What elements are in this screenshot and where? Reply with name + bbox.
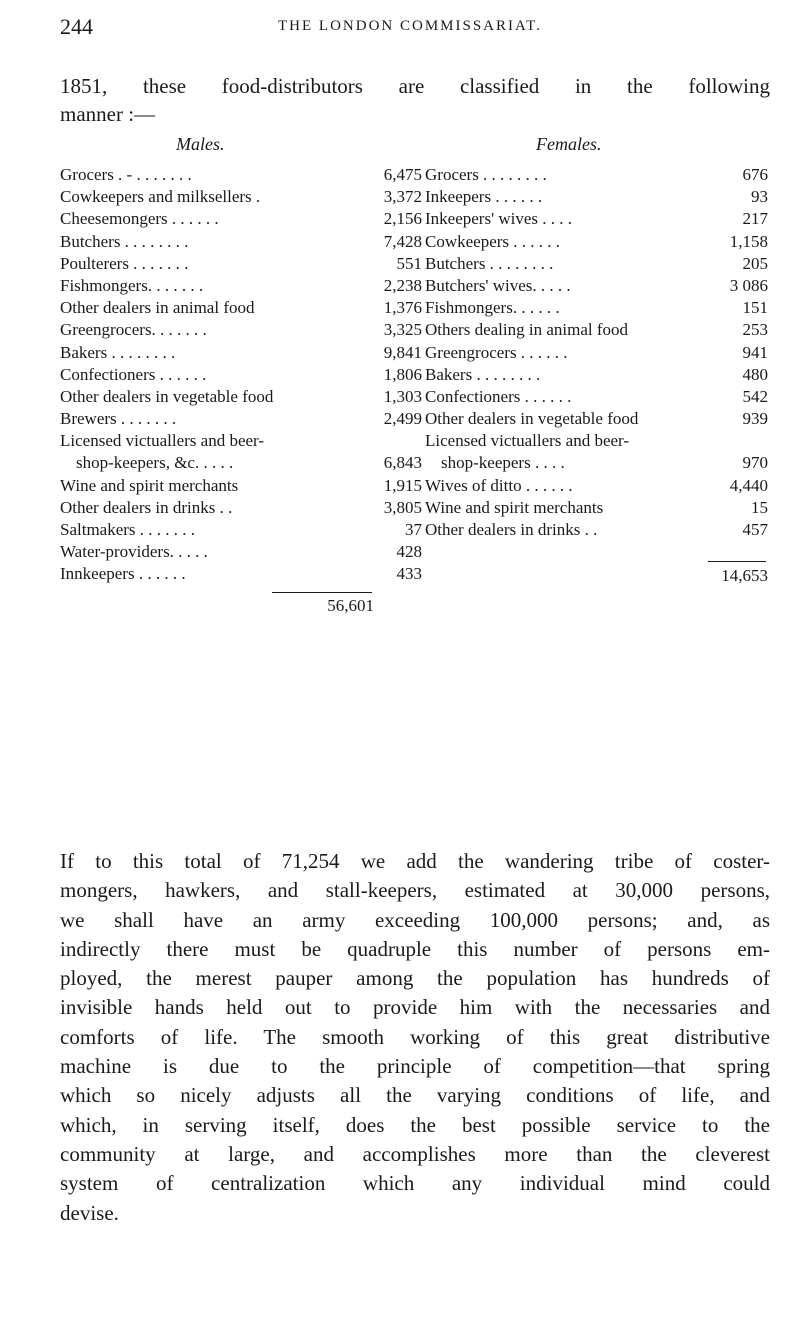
body-line: indirectly there must be quadruple this number of persons em- xyxy=(60,936,770,961)
females-table xyxy=(425,164,768,541)
males-row-value: 2,238 xyxy=(383,275,422,295)
females-row-value: 4,440 xyxy=(729,475,768,495)
females-row-label: Inkeepers' wives . . . . xyxy=(425,209,573,229)
females-row-value: 1,158 xyxy=(729,231,768,251)
females-row xyxy=(425,408,768,430)
females-row xyxy=(425,497,768,519)
females-row-value: 480 xyxy=(742,364,768,384)
males-row xyxy=(60,231,422,253)
males-row xyxy=(60,386,422,408)
females-row xyxy=(425,186,768,208)
males-row-value: 1,376 xyxy=(383,298,422,318)
males-row-label: Wine and spirit merchants xyxy=(60,475,239,495)
males-row xyxy=(60,164,422,186)
page-header xyxy=(60,14,760,44)
intro-line: 1851, these food-distributors are classified in the following xyxy=(60,74,770,98)
males-row-label: Innkeepers . . . . . . xyxy=(60,564,186,584)
males-total-rule xyxy=(272,592,372,593)
males-row-value: 1,806 xyxy=(383,364,422,384)
males-table xyxy=(60,164,422,586)
page-number: 244 xyxy=(60,14,93,39)
females-row-value: 205 xyxy=(742,253,768,273)
females-row-value: 217 xyxy=(742,209,768,229)
females-row xyxy=(425,319,768,341)
males-row-value: 1,915 xyxy=(383,475,422,495)
males-row-label: Grocers . - . . . . . . . xyxy=(60,165,192,184)
males-row-value: 1,303 xyxy=(383,386,422,406)
males-row-label: Bakers . . . . . . . . xyxy=(60,342,176,362)
males-row-label: Saltmakers . . . . . . . xyxy=(60,520,196,539)
body-line: which, in serving itself, does the best possible service to the xyxy=(60,1112,770,1137)
females-row xyxy=(425,164,768,186)
males-row-label: Other dealers in animal food xyxy=(60,298,255,318)
males-row xyxy=(60,519,422,541)
males-row-label: Greengrocers. . . . . . . xyxy=(60,320,207,340)
body-line: invisible hands held out to provide him with the necessaries and xyxy=(60,995,770,1020)
females-total-rule xyxy=(708,561,766,562)
males-row-label: shop-keepers, &c. . . . . xyxy=(76,453,234,473)
males-row-value: 3,372 xyxy=(383,187,422,207)
females-row-label: Confectioners . . . . . . xyxy=(425,386,572,406)
females-row-label: Butchers' wives. . . . . xyxy=(425,275,571,295)
females-row-label: shop-keepers . . . . xyxy=(441,453,565,473)
males-row-value: 3,805 xyxy=(383,497,422,517)
males-row-label: Cheesemongers . . . . . . xyxy=(60,209,219,229)
females-row-label: Bakers . . . . . . . . xyxy=(425,364,541,384)
males-row xyxy=(60,208,422,230)
males-row xyxy=(60,342,422,364)
body-line: which so nicely adjusts all the varying conditions of life, and xyxy=(60,1083,770,1108)
males-row-value: 2,499 xyxy=(383,409,422,429)
males-row xyxy=(60,452,422,474)
females-heading: Females. xyxy=(536,134,602,154)
males-row-label: Confectioners . . . . . . xyxy=(60,364,207,384)
males-row xyxy=(60,186,422,208)
body-paragraph xyxy=(60,847,770,1228)
females-row-value: 542 xyxy=(742,386,768,406)
females-row-value: 3 086 xyxy=(729,275,768,295)
body-line: community at large, and accomplishes more than the cleverest xyxy=(60,1141,770,1166)
males-row-value: 433 xyxy=(396,564,422,584)
males-row-value: 3,325 xyxy=(383,320,422,340)
males-row-label: Other dealers in vegetable food xyxy=(60,386,274,406)
males-row-label: Licensed victuallers and beer- xyxy=(60,431,265,451)
body-line: mongers, hawkers, and stall-keepers, estimated at 30,000 persons, xyxy=(60,878,770,903)
males-row xyxy=(60,297,422,319)
males-row xyxy=(60,430,422,452)
females-row-label: Inkeepers . . . . . . xyxy=(425,187,543,207)
females-row xyxy=(425,297,768,319)
males-row-value: 7,428 xyxy=(383,231,422,251)
males-row-label: Brewers . . . . . . . xyxy=(60,409,177,429)
females-row-value: 941 xyxy=(742,342,768,362)
males-row xyxy=(60,408,422,430)
body-line: If to this total of 71,254 we add the wandering tribe of coster- xyxy=(60,849,770,873)
females-row-value: 457 xyxy=(742,520,768,539)
males-row-value: 6,475 xyxy=(383,165,422,184)
females-row-label: Other dealers in vegetable food xyxy=(425,409,639,429)
body-line: system of centralization which any individual mind could xyxy=(60,1171,770,1196)
males-row-label: Other dealers in drinks . . xyxy=(60,497,233,517)
females-row-value: 676 xyxy=(742,165,768,184)
females-row xyxy=(425,342,768,364)
intro-paragraph xyxy=(60,72,770,128)
males-row xyxy=(60,364,422,386)
males-row-label: Poulterers . . . . . . . xyxy=(60,253,189,273)
intro-line: manner :— xyxy=(60,102,156,126)
females-row-label: Others dealing in animal food xyxy=(425,320,629,340)
males-total: 56,601 xyxy=(327,596,374,615)
males-row-value: 9,841 xyxy=(383,342,422,362)
females-row-value: 93 xyxy=(751,187,768,207)
males-row-value: 2,156 xyxy=(383,209,422,229)
males-row xyxy=(60,541,422,563)
females-row xyxy=(425,475,768,497)
males-row-value: 551 xyxy=(396,253,422,273)
males-row xyxy=(60,319,422,341)
males-row-label: Cowkeepers and milksellers . xyxy=(60,187,261,207)
males-heading: Males. xyxy=(176,134,225,154)
females-row-value: 939 xyxy=(742,409,768,429)
males-row-label: Water-providers. . . . . xyxy=(60,542,208,562)
females-row-label: Cowkeepers . . . . . . xyxy=(425,231,561,251)
females-row xyxy=(425,231,768,253)
females-row xyxy=(425,275,768,297)
females-row-label: Grocers . . . . . . . . xyxy=(425,165,547,184)
males-row-label: Fishmongers. . . . . . . xyxy=(60,275,204,295)
females-row xyxy=(425,519,768,541)
males-row xyxy=(60,475,422,497)
females-row-label: Butchers . . . . . . . . xyxy=(425,253,554,273)
females-row-label: Wine and spirit merchants xyxy=(425,497,604,517)
females-total: 14,653 xyxy=(721,566,768,585)
males-row-value: 37 xyxy=(405,520,422,539)
females-row-value: 15 xyxy=(751,497,768,517)
males-row xyxy=(60,275,422,297)
males-row-label: Butchers . . . . . . . . xyxy=(60,231,189,251)
females-row-label: Licensed victuallers and beer- xyxy=(425,431,630,451)
males-row-value: 428 xyxy=(396,542,422,562)
females-row-value: 970 xyxy=(742,453,768,473)
females-row-label: Greengrocers . . . . . . xyxy=(425,342,568,362)
males-row xyxy=(60,253,422,275)
females-row-label: Wives of ditto . . . . . . xyxy=(425,475,573,495)
females-row xyxy=(425,208,768,230)
males-row xyxy=(60,563,422,585)
females-row-value: 151 xyxy=(742,298,768,318)
body-line: machine is due to the principle of competition—that spring xyxy=(60,1054,770,1079)
females-row xyxy=(425,452,768,474)
body-line: we shall have an army exceeding 100,000 persons; and, as xyxy=(60,907,770,932)
females-row-value: 253 xyxy=(742,320,768,340)
females-row-label: Fishmongers. . . . . . xyxy=(425,298,560,318)
body-line: comforts of life. The smooth working of this great distributive xyxy=(60,1024,770,1049)
females-row-label: Other dealers in drinks . . xyxy=(425,520,598,539)
females-row xyxy=(425,430,768,452)
females-row xyxy=(425,253,768,275)
running-title: THE LONDON COMMISSARIAT. xyxy=(278,18,542,34)
males-row-value: 6,843 xyxy=(383,453,422,473)
males-row xyxy=(60,497,422,519)
females-row xyxy=(425,386,768,408)
body-line: ployed, the merest pauper among the population has hundreds of xyxy=(60,966,770,991)
females-row xyxy=(425,364,768,386)
body-line: devise. xyxy=(60,1200,119,1225)
